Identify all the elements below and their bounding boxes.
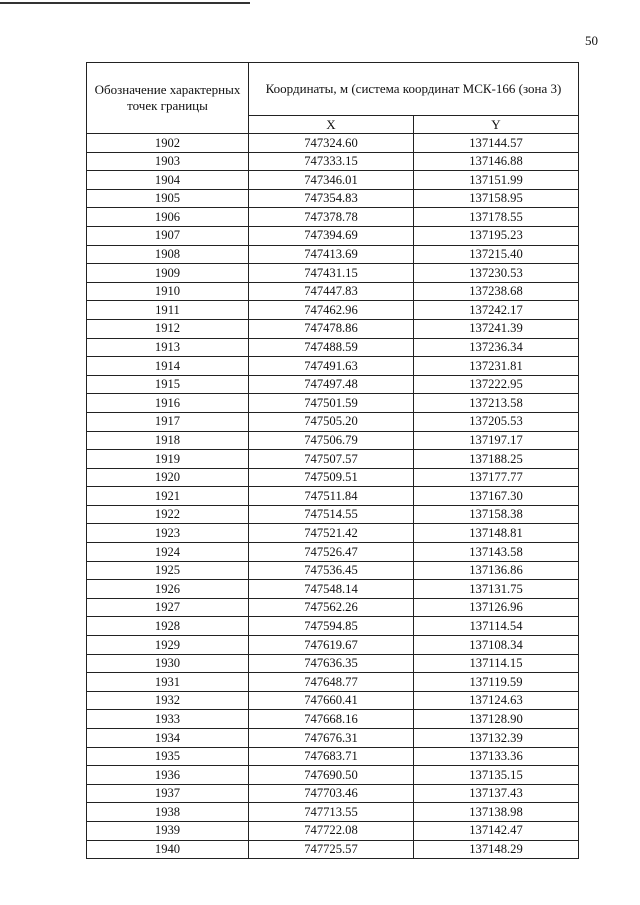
point-number-cell: 1940 [87,840,249,859]
x-coordinate-cell: 747497.48 [249,375,414,394]
x-coordinate-cell: 747636.35 [249,654,414,673]
point-number-cell: 1939 [87,821,249,840]
point-number-cell: 1913 [87,338,249,357]
y-coordinate-cell: 137158.95 [414,189,579,208]
x-coordinate-cell: 747536.45 [249,561,414,580]
y-coordinate-cell: 137178.55 [414,208,579,227]
table-body [87,134,579,859]
y-coordinate-cell: 137215.40 [414,245,579,264]
table-row [87,487,579,506]
y-coordinate-cell: 137132.39 [414,729,579,748]
x-coordinate-cell: 747394.69 [249,226,414,245]
y-coordinate-cell: 137119.59 [414,673,579,692]
y-coordinate-cell: 137136.86 [414,561,579,580]
table-row [87,766,579,785]
y-coordinate-cell: 137205.53 [414,412,579,431]
header-coordinates: Координаты, м (система координат МСК-166 (зона 3) [249,63,579,116]
y-coordinate-cell: 137143.58 [414,543,579,562]
point-number-cell: 1920 [87,468,249,487]
table-row [87,338,579,357]
y-coordinate-cell: 137146.88 [414,152,579,171]
table-row [87,543,579,562]
point-number-cell: 1929 [87,636,249,655]
x-coordinate-cell: 747346.01 [249,171,414,190]
y-coordinate-cell: 137230.53 [414,264,579,283]
point-number-cell: 1905 [87,189,249,208]
y-coordinate-cell: 137126.96 [414,598,579,617]
y-coordinate-cell: 137131.75 [414,580,579,599]
point-number-cell: 1938 [87,803,249,822]
point-number-cell: 1930 [87,654,249,673]
x-coordinate-cell: 747725.57 [249,840,414,859]
page-number: 50 [585,33,598,48]
x-coordinate-cell: 747488.59 [249,338,414,357]
table-row [87,208,579,227]
x-coordinate-cell: 747526.47 [249,543,414,562]
y-coordinate-cell: 137124.63 [414,691,579,710]
table-row [87,747,579,766]
point-number-cell: 1919 [87,450,249,469]
x-coordinate-cell: 747676.31 [249,729,414,748]
table-row [87,580,579,599]
y-coordinate-cell: 137148.81 [414,524,579,543]
point-number-cell: 1927 [87,598,249,617]
y-coordinate-cell: 137137.43 [414,784,579,803]
table-row [87,654,579,673]
point-number-cell: 1910 [87,282,249,301]
x-coordinate-cell: 747648.77 [249,673,414,692]
x-coordinate-cell: 747413.69 [249,245,414,264]
point-number-cell: 1932 [87,691,249,710]
table-row [87,357,579,376]
header-y: Y [414,116,579,134]
y-coordinate-cell: 137142.47 [414,821,579,840]
y-coordinate-cell: 137177.77 [414,468,579,487]
table-row [87,226,579,245]
table-row [87,375,579,394]
table-row [87,319,579,338]
point-number-cell: 1921 [87,487,249,506]
x-coordinate-cell: 747619.67 [249,636,414,655]
coordinates-table [86,62,579,859]
x-coordinate-cell: 747447.83 [249,282,414,301]
y-coordinate-cell: 137238.68 [414,282,579,301]
x-coordinate-cell: 747703.46 [249,784,414,803]
point-number-cell: 1906 [87,208,249,227]
table-row [87,673,579,692]
table-row [87,505,579,524]
point-number-cell: 1933 [87,710,249,729]
y-coordinate-cell: 137128.90 [414,710,579,729]
x-coordinate-cell: 747506.79 [249,431,414,450]
x-coordinate-cell: 747514.55 [249,505,414,524]
x-coordinate-cell: 747431.15 [249,264,414,283]
y-coordinate-cell: 137195.23 [414,226,579,245]
y-coordinate-cell: 137148.29 [414,840,579,859]
point-number-cell: 1922 [87,505,249,524]
header-x: X [249,116,414,134]
table-row [87,561,579,580]
x-coordinate-cell: 747511.84 [249,487,414,506]
y-coordinate-cell: 137188.25 [414,450,579,469]
x-coordinate-cell: 747378.78 [249,208,414,227]
point-number-cell: 1931 [87,673,249,692]
point-number-cell: 1918 [87,431,249,450]
point-number-cell: 1911 [87,301,249,320]
table-row [87,412,579,431]
x-coordinate-cell: 747501.59 [249,394,414,413]
point-number-cell: 1924 [87,543,249,562]
table-row [87,152,579,171]
point-number-cell: 1925 [87,561,249,580]
x-coordinate-cell: 747462.96 [249,301,414,320]
y-coordinate-cell: 137236.34 [414,338,579,357]
point-number-cell: 1928 [87,617,249,636]
x-coordinate-cell: 747505.20 [249,412,414,431]
point-number-cell: 1917 [87,412,249,431]
y-coordinate-cell: 137158.38 [414,505,579,524]
table-row [87,189,579,208]
point-number-cell: 1935 [87,747,249,766]
table-row [87,784,579,803]
x-coordinate-cell: 747509.51 [249,468,414,487]
table-row [87,431,579,450]
y-coordinate-cell: 137231.81 [414,357,579,376]
y-coordinate-cell: 137108.34 [414,636,579,655]
point-number-cell: 1903 [87,152,249,171]
table-row [87,636,579,655]
table-row [87,710,579,729]
point-number-cell: 1914 [87,357,249,376]
point-number-cell: 1902 [87,134,249,153]
top-rule [0,2,250,4]
point-number-cell: 1934 [87,729,249,748]
table-row [87,617,579,636]
point-number-cell: 1912 [87,319,249,338]
x-coordinate-cell: 747491.63 [249,357,414,376]
x-coordinate-cell: 747478.86 [249,319,414,338]
table-row [87,134,579,153]
table-row [87,394,579,413]
y-coordinate-cell: 137213.58 [414,394,579,413]
x-coordinate-cell: 747548.14 [249,580,414,599]
y-coordinate-cell: 137144.57 [414,134,579,153]
x-coordinate-cell: 747683.71 [249,747,414,766]
x-coordinate-cell: 747562.26 [249,598,414,617]
point-number-cell: 1937 [87,784,249,803]
point-number-cell: 1923 [87,524,249,543]
y-coordinate-cell: 137151.99 [414,171,579,190]
x-coordinate-cell: 747722.08 [249,821,414,840]
header-row [87,63,579,116]
y-coordinate-cell: 137242.17 [414,301,579,320]
point-number-cell: 1936 [87,766,249,785]
point-number-cell: 1915 [87,375,249,394]
point-number-cell: 1908 [87,245,249,264]
point-number-cell: 1926 [87,580,249,599]
x-coordinate-cell: 747333.15 [249,152,414,171]
x-coordinate-cell: 747690.50 [249,766,414,785]
table-row [87,301,579,320]
table-row [87,450,579,469]
table-row [87,524,579,543]
y-coordinate-cell: 137241.39 [414,319,579,338]
table-row [87,803,579,822]
table-row [87,245,579,264]
point-number-cell: 1916 [87,394,249,413]
y-coordinate-cell: 137222.95 [414,375,579,394]
point-number-cell: 1904 [87,171,249,190]
x-coordinate-cell: 747354.83 [249,189,414,208]
x-coordinate-cell: 747594.85 [249,617,414,636]
table-row [87,171,579,190]
y-coordinate-cell: 137138.98 [414,803,579,822]
table-row [87,282,579,301]
table-row [87,598,579,617]
header-designation: Обозначение характерных точек границы [87,63,249,134]
table-row [87,691,579,710]
x-coordinate-cell: 747521.42 [249,524,414,543]
table-row [87,468,579,487]
table-row [87,264,579,283]
y-coordinate-cell: 137167.30 [414,487,579,506]
x-coordinate-cell: 747668.16 [249,710,414,729]
x-coordinate-cell: 747507.57 [249,450,414,469]
y-coordinate-cell: 137133.36 [414,747,579,766]
table-row [87,729,579,748]
table-row [87,821,579,840]
y-coordinate-cell: 137197.17 [414,431,579,450]
point-number-cell: 1907 [87,226,249,245]
x-coordinate-cell: 747713.55 [249,803,414,822]
y-coordinate-cell: 137114.15 [414,654,579,673]
table-row [87,840,579,859]
x-coordinate-cell: 747324.60 [249,134,414,153]
y-coordinate-cell: 137114.54 [414,617,579,636]
x-coordinate-cell: 747660.41 [249,691,414,710]
point-number-cell: 1909 [87,264,249,283]
y-coordinate-cell: 137135.15 [414,766,579,785]
